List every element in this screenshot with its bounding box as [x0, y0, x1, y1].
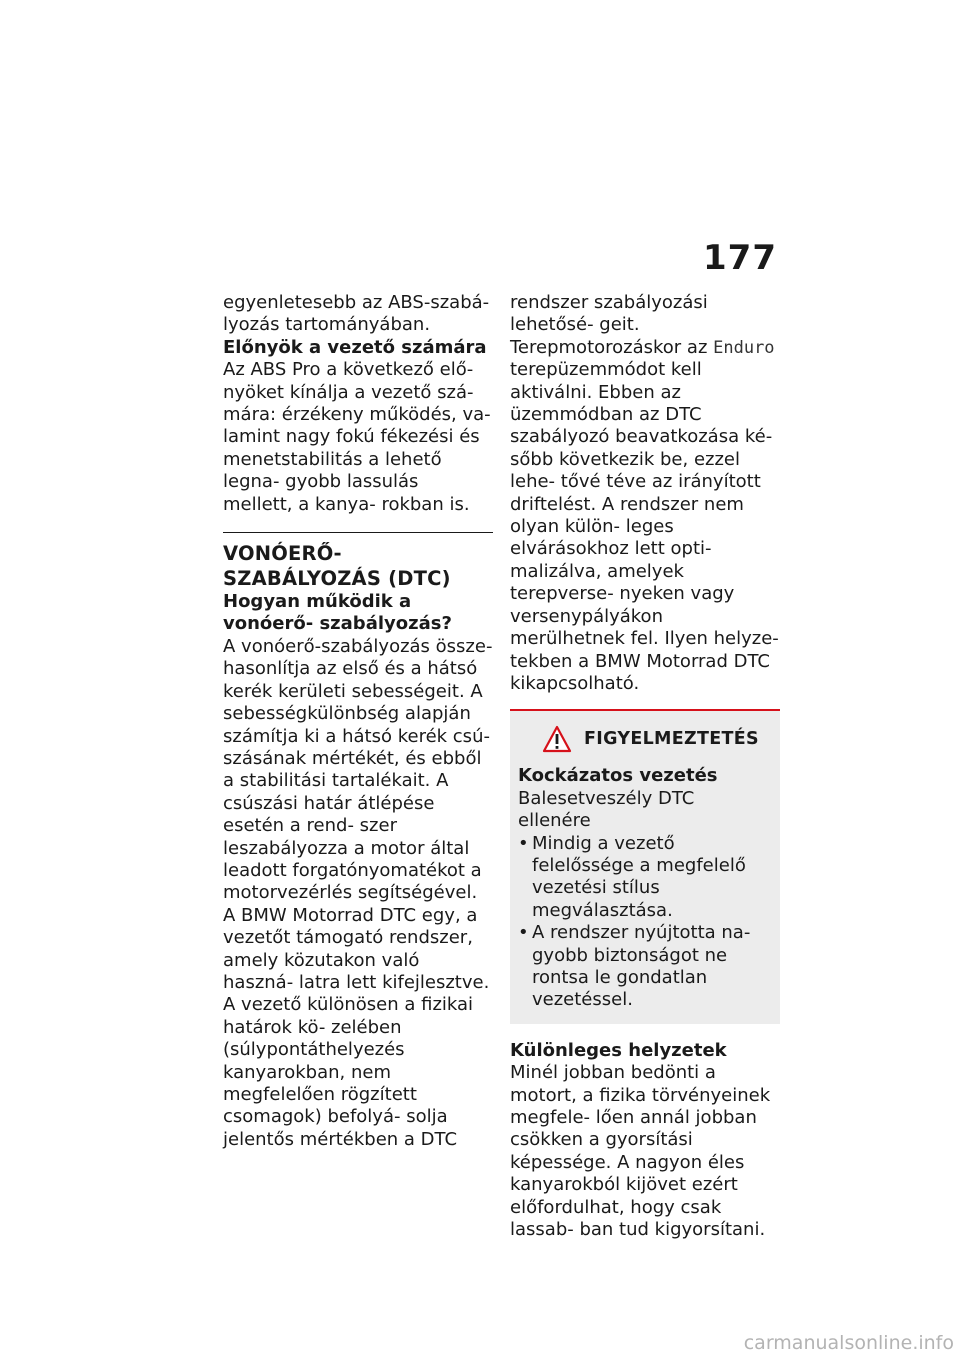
warning-triangle-icon [542, 725, 572, 753]
warning-list-item [518, 922, 772, 1012]
enduro-text-before: Terepmotorozáskor az [510, 336, 714, 358]
enduro-text-after: terepüzemmódot kell aktiválni. Ebben az üzemmódban az DTC szabályozó beavatkozása ké- sőbb következik be, ezzel lehe- tővé téve az irányított driftelést. A rendszer nem olyan külön- leges elvárásokhoz lett opti- malizálva, amelyek terepverse- nyeken vagy versenypályákon merülhetnek fel. Ilyen helyze- tekben a BMW Motorrad DTC kikapcsolható. [510, 359, 779, 694]
right-column [510, 292, 780, 1241]
warning-item-text: Mindig a vezető felelőssége a megfelelő vezetési stílus megválasztása. [532, 832, 746, 921]
warning-list-item [518, 833, 772, 923]
warning-item-text: A rendszer nyújtotta na- gyobb biztonságot ne rontsa le gondatlan vezetéssel. [532, 922, 751, 1011]
watermark: carmanualsonline.info [743, 1332, 954, 1354]
regulation-text: rendszer szabályozási lehetősé- geit. [510, 292, 708, 336]
warning-title: FIGYELMEZTETÉS [584, 729, 759, 750]
left-column [223, 292, 493, 1151]
advantages-text: Az ABS Pro a következő elő- nyöket kínálja a vezető szá- mára: érzékeny működés, va- lamint nagy fokú fékezési és menetstabilitás a lehető legna- gyobb lassulás mellett, a kanya- rokban is. [223, 359, 491, 515]
advantages-heading: Előnyök a vezető számára [223, 336, 487, 358]
warning-list [518, 833, 772, 1012]
section-divider [223, 532, 493, 533]
bullet: • [518, 832, 529, 854]
how-it-works-text-1: A vonóerő-szabályozás össze- hasonlítja az első és a hátsó kerék kerületi sebességeit. A sebességkülönbség alapján számítja ki a hátsó kerék csú- szásának mértékét, és ebből a stabilitási tartalékait. A csúszási határ átlépése esetén a rend- szer leszabályozza a motor által leadott forgatónyomatékot a motorvezérlés segítségével. [223, 635, 493, 904]
how-it-works-heading: Hogyan működik a vonóerő- szabályozás? [223, 591, 452, 635]
bullet: • [518, 922, 529, 944]
warning-lead: Balesetveszély DTC ellenére [518, 787, 695, 832]
warning-header [542, 725, 772, 753]
intro-text: egyenletesebb az ABS-szabá- lyozás tartományában. [223, 292, 490, 336]
section-heading: VONÓERŐ-SZABÁLYOZÁS (DTC) [223, 542, 451, 591]
how-it-works-text-2: A BMW Motorrad DTC egy, a vezetőt támogató rendszer, amely közutakon való haszná- latra lett kifejlesztve. A vezető különösen a fizikai határok kö- zelében (súlypontáthelyezés kanyarokban, nem megfelelően rögzített csomagok) befolyá- solja jelentős mértékben a DTC [223, 904, 490, 1150]
warning-subtitle: Kockázatos vezetés [518, 765, 718, 787]
warning-box [510, 709, 780, 1023]
special-heading: Különleges helyzetek [510, 1039, 727, 1061]
special-text: Minél jobban bedönti a motort, a fizika törvényeinek megfele- lően annál jobban csökken a gyorsítási képessége. A nagyon éles kanyarokból kijövet ezért előfordulhat, hogy csak lassab- ban tud kigyorsítani. [510, 1062, 771, 1241]
enduro-paragraph [510, 337, 780, 696]
page-number: 177 [703, 238, 777, 278]
enduro-mode-label: Enduro [713, 337, 775, 358]
